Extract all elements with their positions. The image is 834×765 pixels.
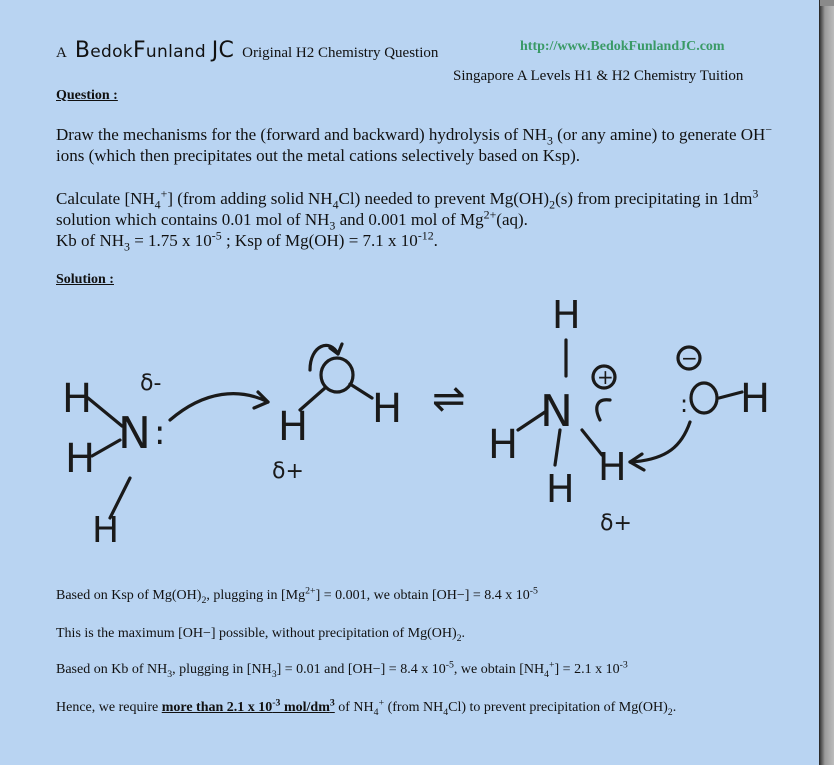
- solution-line-3: Based on Kb of $NH_3$, plugging in $[NH_3] = 0.01$ and [OH−] = 8.4 x $10^{-5}$, we obtain $[NH_4^+] = 2.1$ x $10^{-3}$: [56, 659, 628, 680]
- atom-h-water1: H: [278, 404, 309, 450]
- atom-h2: H: [65, 436, 96, 482]
- atom-n-right: N: [540, 386, 573, 437]
- solution-label: Solution :: [56, 272, 114, 287]
- page-shadow: [820, 6, 834, 765]
- solution-line-1: Based on Ksp of $Mg(OH)_2$, plugging in $[Mg^{2+}] = 0.001$, we obtain [OH−] = 8.4 x $10^{-5}$: [56, 585, 538, 606]
- water-molecule: [272, 344, 402, 484]
- atom-h-hydroxide: H: [740, 376, 771, 422]
- question-label: Question :: [56, 88, 118, 103]
- header-url-link[interactable]: http://www.BedokFunlandJC.com: [520, 39, 725, 54]
- header-subtitle: Singapore A Levels H1 & H2 Chemistry Tuition: [453, 68, 744, 84]
- mechanism-diagram: [0, 280, 819, 550]
- delta-plus-label-2: δ+: [600, 511, 632, 536]
- answer-highlight: more than 2.1 x $10^{-3}$ mol/$dm^3$: [161, 697, 335, 715]
- atom-h-water2: H: [372, 386, 403, 432]
- atom-h-top: H: [552, 293, 581, 337]
- hydroxide-ion: [630, 346, 770, 470]
- solution-line-4: Hence, we require more than 2.1 x $10^{-3}$ mol/$dm^3$ of $NH_4^+$ (from $NH_4Cl$) to prevent precipitation of $Mg(OH)_2$.: [56, 697, 677, 718]
- equilibrium-arrow: ⇌: [432, 376, 466, 422]
- delta-plus-label-1: δ+: [272, 459, 304, 484]
- atom-n-left: N: [118, 408, 151, 459]
- header-title-suffix: Original H2 Chemistry Question: [242, 45, 439, 61]
- question-paragraph-2: Calculate $[NH_4^+]$ (from adding solid $NH_4Cl$) needed to prevent $Mg(OH)_2(s)$ from precipitating in $1dm^3$ solution which contains 0.01 mol of $NH_3$ and 0.001 mol of $Mg^{2+}(aq)$. Kb of $NH_3 = 1.75$ x $10^{-5}$ ; Ksp of Mg(OH) = 7.1 x $10^{-12}$.: [56, 188, 796, 251]
- nh3-molecule: [62, 371, 165, 550]
- curly-arrow-3: [597, 400, 610, 420]
- nh4-ion: [488, 293, 632, 536]
- atom-o-hydroxide: [691, 383, 717, 413]
- lone-pair-dots: :: [680, 390, 689, 418]
- question-constants: Kb of $NH_3 = 1.75$ x $10^{-5}$ ; Ksp of Mg(OH) = 7.1 x $10^{-12}$.: [56, 228, 438, 254]
- atom-h-left: H: [488, 422, 519, 468]
- atom-h1: H: [62, 376, 93, 422]
- lone-pair-colon: :: [154, 413, 166, 453]
- delta-minus-label: δ-: [140, 371, 162, 396]
- header-title: [56, 38, 438, 63]
- header-prefix: A: [56, 45, 67, 61]
- brand-logo: BedokFunland JC: [74, 38, 235, 63]
- question-paragraph-1: Draw the mechanisms for the (forward and backward) hydrolysis of $NH_3$ (or any amine) to generate OH− ions (which then precipitates out the metal cations selectively based on Ksp).: [56, 122, 773, 165]
- atom-h-right: H: [598, 445, 627, 489]
- negative-charge: −: [681, 346, 698, 370]
- atom-h-bottom: H: [546, 467, 575, 511]
- positive-charge: +: [597, 365, 614, 389]
- atom-h3: H: [92, 510, 120, 550]
- solution-line-2: This is the maximum [OH−] possible, without precipitation of $Mg(OH)_2$.: [56, 626, 466, 644]
